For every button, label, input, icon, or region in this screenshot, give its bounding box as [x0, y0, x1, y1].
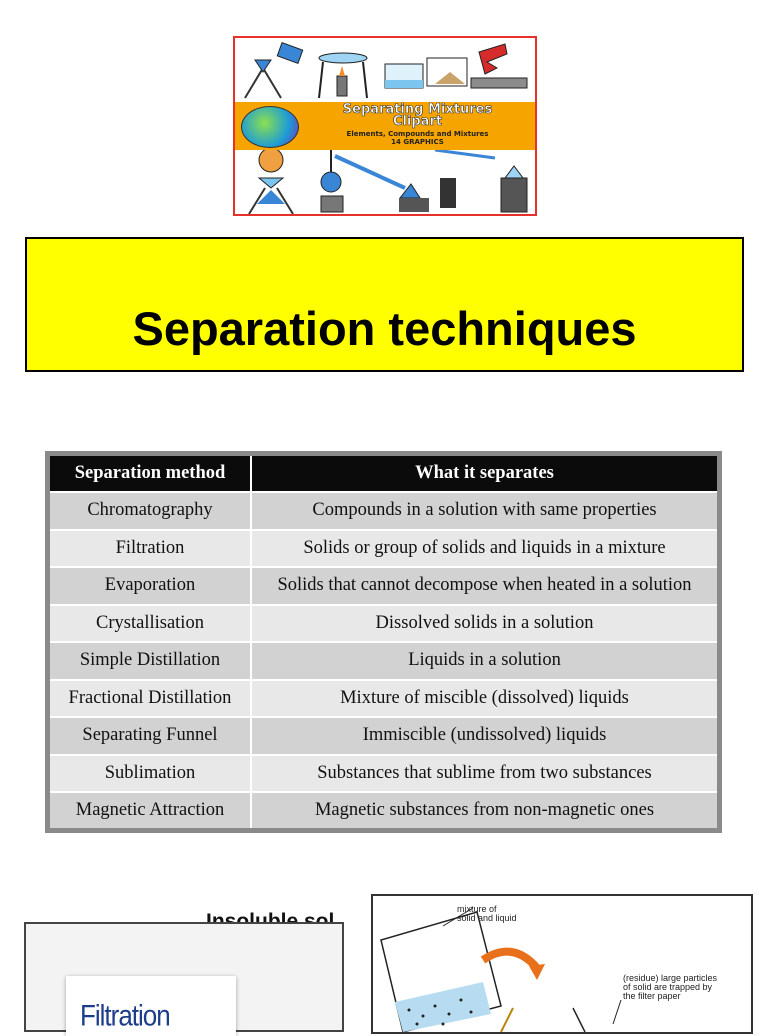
separates-cell: Mixture of miscible (dissolved) liquids — [251, 680, 717, 718]
residue-label-line1: (residue) large particles — [623, 973, 718, 983]
table-row — [50, 717, 717, 755]
table-row — [50, 567, 717, 605]
table-row — [50, 605, 717, 643]
residue-label — [623, 974, 717, 1001]
mixture-label — [457, 905, 517, 923]
mixture-label-line2: solid and liquid — [457, 913, 517, 923]
filtration-slide-thumbnail — [24, 922, 344, 1032]
separates-cell: Immiscible (undissolved) liquids — [251, 717, 717, 755]
filtration-label: Filtration — [80, 997, 170, 1033]
method-cell: Simple Distillation — [50, 642, 251, 680]
clipart-title — [305, 104, 530, 128]
table-row — [50, 492, 717, 530]
method-cell: Fractional Distillation — [50, 680, 251, 718]
separates-cell: Dissolved solids in a solution — [251, 605, 717, 643]
method-cell: Crystallisation — [50, 605, 251, 643]
filtration-diagram-illustration — [373, 896, 751, 1032]
method-cell: Evaporation — [50, 567, 251, 605]
clipart-subtitle — [305, 130, 530, 146]
clipart-banner — [233, 36, 537, 216]
separates-cell: Solids or group of solids and liquids in a mixture — [251, 530, 717, 568]
method-cell: Chromatography — [50, 492, 251, 530]
residue-label-line2: of solid are trapped by — [623, 982, 713, 992]
table-row — [50, 530, 717, 568]
clipart-title-line2: Clipart — [392, 114, 443, 129]
clipart-title-line1: Separating Mixtures — [342, 102, 493, 117]
method-cell: Separating Funnel — [50, 717, 251, 755]
clipart-subtitle-line1: Elements, Compounds and Mixtures — [346, 130, 489, 138]
separation-table — [50, 456, 717, 828]
separates-cell: Solids that cannot decompose when heated in a solution — [251, 567, 717, 605]
separates-cell: Substances that sublime from two substances — [251, 755, 717, 793]
table-header-row — [50, 456, 717, 492]
filtration-card — [66, 976, 236, 1036]
table-row — [50, 755, 717, 793]
science-logo-icon — [241, 106, 299, 148]
separation-table-frame — [45, 451, 722, 833]
table-row — [50, 680, 717, 718]
residue-label-line3: the filter paper — [623, 991, 681, 1001]
mixture-label-line1: mixture of — [457, 904, 497, 914]
page-title: Separation techniques — [132, 302, 637, 355]
separates-cell: Magnetic substances from non-magnetic ones — [251, 792, 717, 828]
method-cell: Magnetic Attraction — [50, 792, 251, 828]
header-method: Separation method — [50, 456, 251, 492]
separates-cell: Compounds in a solution with same properties — [251, 492, 717, 530]
table-row — [50, 792, 717, 828]
separates-cell: Liquids in a solution — [251, 642, 717, 680]
table-row — [50, 642, 717, 680]
header-separates: What it separates — [251, 456, 717, 492]
filtration-diagram — [371, 894, 753, 1034]
method-cell: Sublimation — [50, 755, 251, 793]
clipart-subtitle-line2: 14 GRAPHICS — [391, 138, 444, 146]
method-cell: Filtration — [50, 530, 251, 568]
title-box — [25, 237, 744, 372]
